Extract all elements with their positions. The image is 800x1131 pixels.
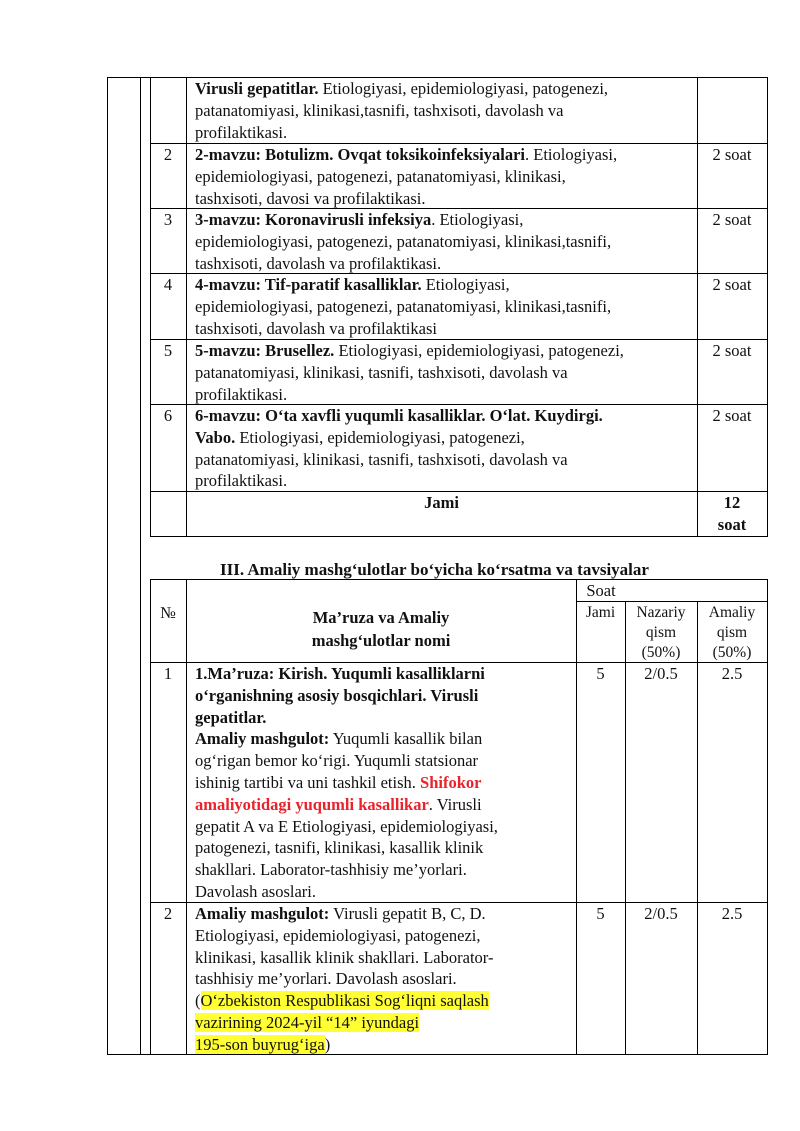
header-nazariy-1: Nazariy (636, 604, 686, 621)
table-row-text: epidemiologiyasi, patogenezi, patanatomiyasi, klinikasi,tasnifi, (195, 231, 612, 251)
table-row-number: 5 (163, 341, 173, 360)
table-row-text: epidemiologiyasi, patogenezi, patanatomiyasi, klinikasi, (195, 166, 566, 186)
table-row-number: 6 (163, 406, 173, 425)
table-row-amaliy: 2.5 (721, 664, 743, 683)
table-row-text: 3-mavzu: Koronavirusli infeksiya. Etiologiyasi, (195, 210, 524, 229)
table-row-text: Etiologiyasi, epidemiologiyasi, patogenezi, (195, 925, 481, 945)
header-nazariy-3: (50%) (641, 644, 681, 661)
table-row-text: Virusli gepatitlar. Etiologiyasi, epidemiologiyasi, patogenezi, (195, 79, 609, 98)
header-name-line2: mashg‘ulotlar nomi (311, 631, 451, 650)
table-row-text: tashxisoti, davolash va profilaktikasi. (195, 253, 442, 273)
table-row-text: 6-mavzu: O‘ta xavfli yuqumli kasalliklar. O‘lat. Kuydirgi. (195, 406, 603, 425)
table-row-text: gepatitlar. (195, 707, 267, 727)
table-row-text: patanatomiyasi, klinikasi, tasnifi, tashxisoti, davolash va (195, 449, 568, 469)
table-row-text: Amaliy mashgulot: Virusli gepatit B, C, D. (195, 904, 486, 923)
table-row-text: 1.Ma’ruza: Kirish. Yuqumli kasalliklarni (195, 664, 485, 683)
table-row-hours: 2 soat (712, 210, 752, 229)
table-row-text: profilaktikasi. (195, 122, 288, 142)
table-row-text: 5-mavzu: Brusellez. Etiologiyasi, epidemiologiyasi, patogenezi, (195, 341, 624, 360)
table-row-text: epidemiologiyasi, patogenezi, patanatomiyasi, klinikasi,tasnifi, (195, 296, 612, 316)
table-row-text: o‘rganishning asosiy bosqichlari. Virusli (195, 685, 479, 705)
header-soat: Soat (586, 581, 616, 600)
table-row-text: (O‘zbekiston Respublikasi Sog‘liqni saqlash (195, 991, 489, 1011)
table-row-jami: 5 (596, 904, 605, 923)
table-row-hours: 2 soat (712, 406, 752, 425)
table-row-jami: 5 (596, 664, 605, 683)
header-amaliy-1: Amaliy (708, 604, 756, 621)
table-row-hours: 2 soat (712, 341, 752, 360)
table-row-text: patanatomiyasi, klinikasi,tasnifi, tashxisoti, davolash va (195, 100, 564, 120)
table-row-text: tashxisoti, davolash va profilaktikasi (195, 318, 437, 338)
table-row-hours: 2 soat (712, 145, 752, 164)
table-row-number: 2 (163, 904, 173, 923)
table-row-nazariy: 2/0.5 (644, 904, 678, 923)
table-row-text: Amaliy mashgulot: Yuqumli kasallik bilan (195, 729, 483, 749)
table-row-text: profilaktikasi. (195, 471, 288, 491)
table-row-number: 1 (163, 664, 173, 683)
table-row-text: og‘rigan bemor ko‘rigi. Yuqumli statsionar (195, 751, 479, 771)
table-row-text: profilaktikasi. (195, 384, 288, 404)
table-row-text: tashhisiy me’yorlari. Davolash asoslari. (195, 969, 457, 989)
header-amaliy-2: qism (716, 624, 748, 641)
table-row-text: klinikasi, kasallik klinik shakllari. Laborator- (195, 947, 494, 967)
header-amaliy-3: (50%) (712, 644, 752, 661)
table-row-text: amaliyotidagi yuqumli kasallikar. Virusli (195, 794, 482, 814)
header-jami: Jami (585, 604, 616, 621)
table-row-text: Vabo. Etiologiyasi, epidemiologiyasi, patogenezi, (195, 427, 525, 447)
table-row-text: 195-son buyrug‘iga) (195, 1034, 331, 1054)
header-nazariy-2: qism (645, 624, 677, 641)
table-row-number: 3 (163, 210, 173, 229)
table-row-nazariy: 2/0.5 (644, 664, 678, 683)
table-row-text: 2-mavzu: Botulizm. Ovqat toksikoinfeksiyalari. Etiologiyasi, (195, 145, 618, 164)
table-row-text: vazirining 2024-yil “14” iyundagi (195, 1013, 420, 1032)
header-number: № (160, 603, 176, 622)
table-row-text: tashxisoti, davosi va profilaktikasi. (195, 188, 426, 208)
table-row-hours: 2 soat (712, 275, 752, 294)
header-name-line1: Ma’ruza va Amaliy (312, 608, 450, 627)
total-value: 12 (723, 493, 741, 512)
total-unit: soat (717, 515, 747, 534)
total-label: Jami (424, 493, 459, 512)
section-title: III. Amaliy mashg‘ulotlar bo‘yicha ko‘rsatma va tavsiyalar (220, 560, 649, 579)
table-row-text: Davolash asoslari. (195, 882, 316, 901)
table-row-text: ishinig tartibi va uni tashkil etish. Shifokor (195, 773, 482, 792)
table-row-text: patanatomiyasi, klinikasi, tasnifi, tashxisoti, davolash va (195, 362, 568, 382)
table-row-number: 4 (163, 275, 173, 294)
table-row-text: 4-mavzu: Tif-paratif kasalliklar. Etiologiyasi, (195, 275, 510, 294)
table-row-text: gepatit A va E Etiologiyasi, epidemiologiyasi, (195, 816, 498, 836)
table-row-text: shakllari. Laborator-tashhisiy me’yorlari. (195, 860, 467, 880)
table-row-number: 2 (163, 145, 173, 164)
table-row-text: patogenezi, tasnifi, klinikasi, kasallik klinik (195, 838, 484, 858)
table-row-amaliy: 2.5 (721, 904, 743, 923)
